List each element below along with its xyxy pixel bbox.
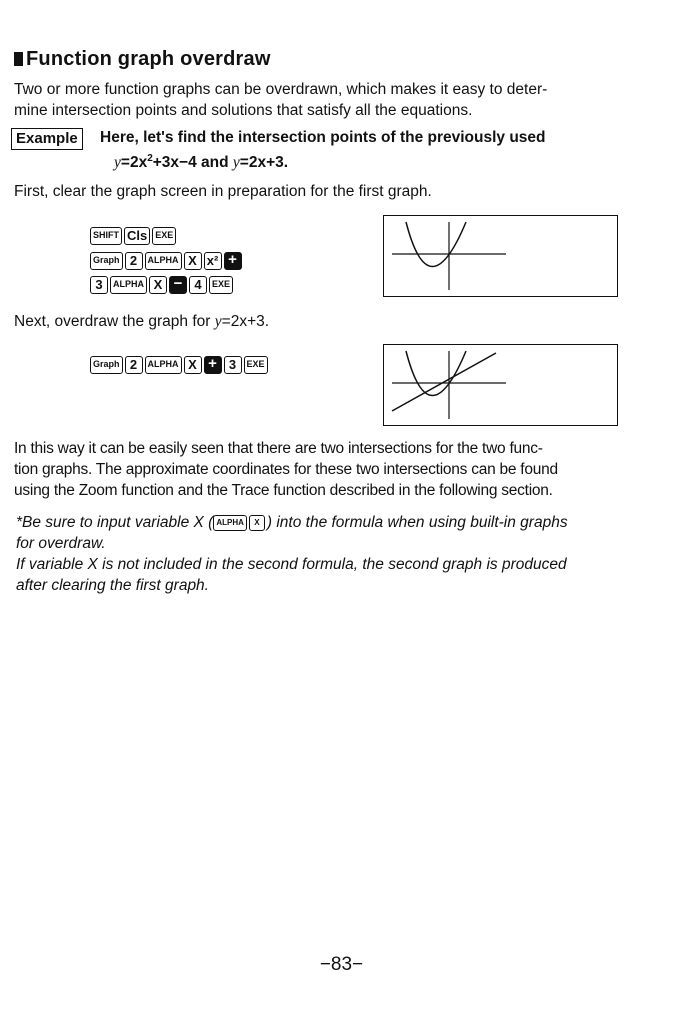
key-x: X [149,276,167,294]
graph-screen-1 [383,215,618,297]
intro-paragraph: Two or more function graphs can be overdrawn, which makes it easy to deter- mine intersection points and solutions that satisfy all the equations. [14,81,548,119]
key-x: X [184,252,202,270]
key-graph: Graph [90,356,123,374]
key-exe: EXE [209,276,233,294]
key-x: X [184,356,202,374]
key-minus: − [169,276,187,294]
graph-plot-1 [384,216,617,296]
page-number: −83− [319,954,364,975]
footnote: *Be sure to input variable X ( ALPHA X ) into the formula when using built-in graphs for overdraw. If variable X is not included in the second formula, the second graph is produced after clearing the first graph. [16,514,568,594]
key-alpha: ALPHA [145,356,182,374]
key-graph: Graph [90,252,123,270]
key-plus: + [204,356,222,374]
key-sequence-graph1-row1 [90,252,244,270]
key-sequence-graph1-row2 [90,276,235,294]
example-text: Here, let's find the intersection points of the previously used $y=2x^2+3x-4$ and y=2x+3. [100,129,546,172]
bullet-square-icon [14,52,23,66]
key-alpha: ALPHA [110,276,147,294]
key-sequence-clear [90,227,178,245]
line-graph [392,353,496,411]
section-title: Function graph overdraw [14,48,271,71]
next-instruction: Next, overdraw the graph for y=2x+3. [14,313,270,330]
first-instruction: First, clear the graph screen in preparation for the first graph. [14,183,432,200]
key-2: 2 [125,252,143,270]
key-3: 3 [224,356,242,374]
graph-screen-2 [383,344,618,426]
key-2: 2 [125,356,143,374]
key-alpha: ALPHA [145,252,182,270]
key-3: 3 [90,276,108,294]
key-plus: + [224,252,242,270]
parabola-curve [406,351,466,396]
key-alpha: ALPHA [213,515,247,531]
key-cls: Cls [124,227,150,245]
graph-plot-2 [384,345,617,425]
key-exe: EXE [244,356,268,374]
example-label: Example [11,128,83,150]
explanation-paragraph: In this way it can be easily seen that there are two intersections for the two func- tion graphs. The approximate coordinates for these two intersections can be found using the Zoom function and the Trace function described in the following section. [14,440,558,499]
parabola-curve [406,222,466,267]
key-x: X [249,515,265,531]
key-shift: SHIFT [90,227,122,245]
key-sequence-graph2 [90,356,270,374]
key-exe: EXE [152,227,176,245]
key-4: 4 [189,276,207,294]
key-x-squared: x² [204,252,222,270]
